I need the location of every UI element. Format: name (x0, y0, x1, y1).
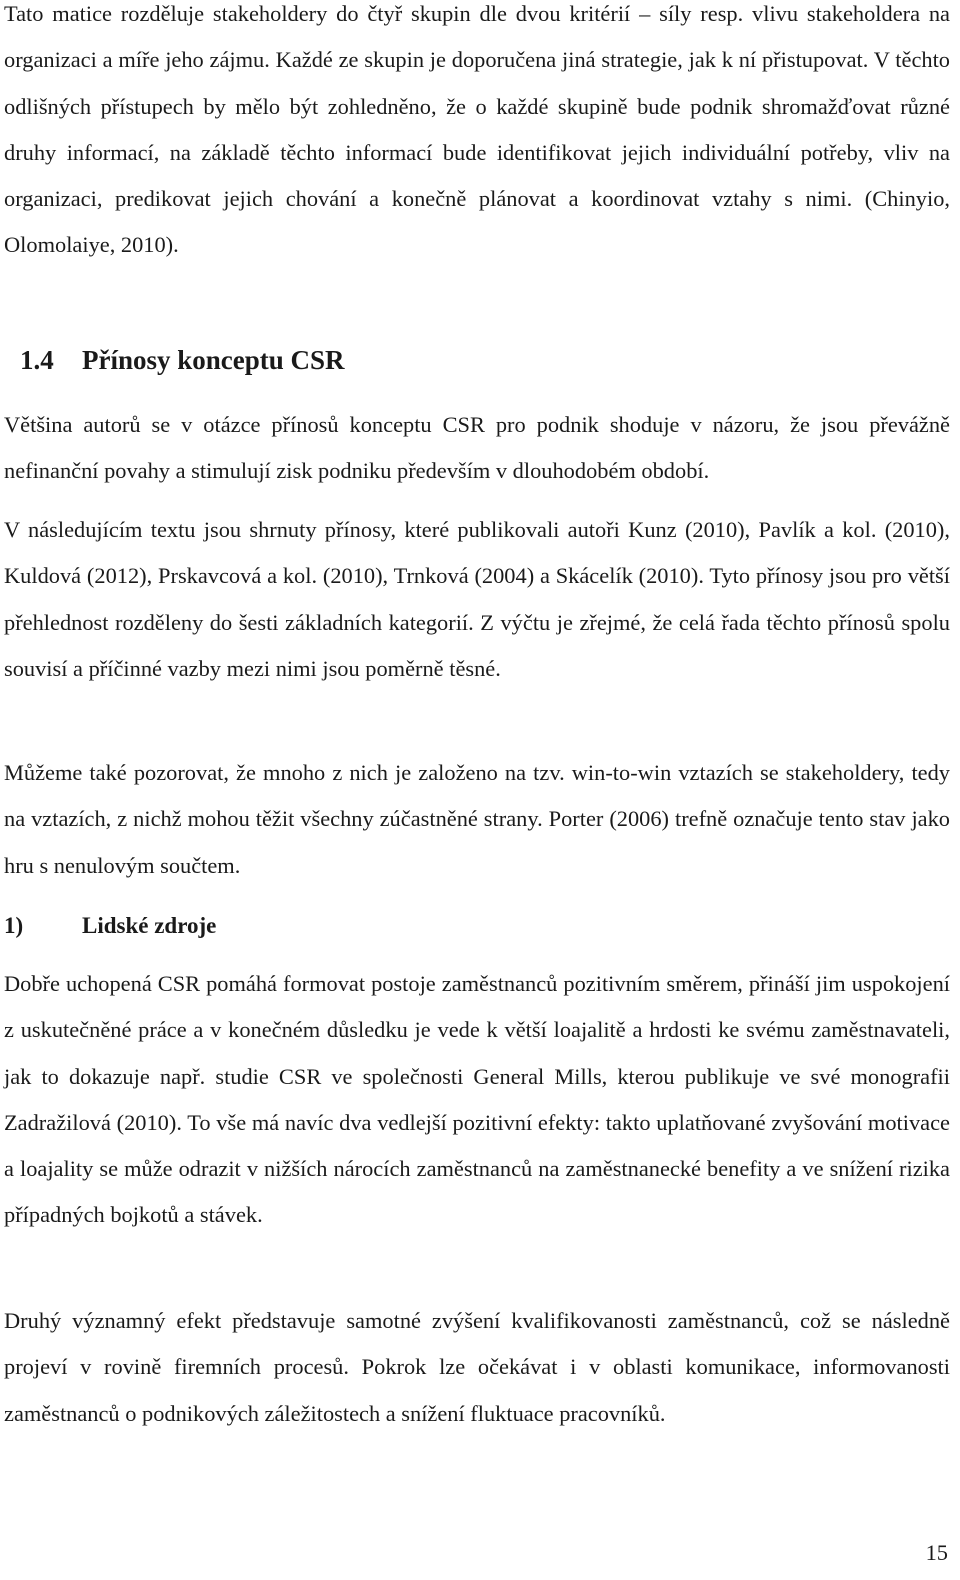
section-title: Přínosy konceptu CSR (82, 345, 345, 375)
paragraph-human-resources: Dobře uchopená CSR pomáhá formovat postoje zaměstnanců pozitivním směrem, přináší jim uspokojení z uskutečněné práce a v konečném důsledku je vede k větší loajalitě a hrdosti ke svému zaměstnavateli, jak to dokazuje např. studie CSR ve společnosti General Mills, kterou publikuje ve své monografii Zadražilová (2010). To vše má navíc dva vedlejší pozitivní efekty: takto uplatňované zvyšování motivace a loajality se může odrazit v nižších nárocích zaměstnanců na zaměstnanecké benefity a ve snížení rizika případných bojkotů a stávek. (4, 971, 950, 1228)
subsection-number: 1) (4, 913, 24, 938)
paragraph-csr-benefits-intro: Většina autorů se v otázce přínosů konceptu CSR pro podnik shoduje v názoru, že jsou převážně nefinanční povahy a stimulují zisk podniku především v dlouhodobém období. (4, 412, 950, 484)
subsection-heading (4, 906, 216, 946)
section-heading (20, 340, 345, 380)
page-number: 15 (925, 1540, 948, 1565)
paragraph-qualification: Druhý významný efekt představuje samotné zvýšení kvalifikovanosti zaměstnanců, což se následně projeví v rovině firemních procesů. Pokrok lze očekávat i v oblasti komunikace, informovanosti zaměstnanců o podnikových záležitostech a snížení fluktuace pracovníků. (4, 1308, 950, 1426)
section-number: 1.4 (20, 345, 54, 375)
subsection-title: Lidské zdroje (82, 913, 217, 938)
paragraph-win-win: Můžeme také pozorovat, že mnoho z nich je založeno na tzv. win-to-win vztazích se stakeholdery, tedy na vztazích, z nichž mohou těžit všechny zúčastněné strany. Porter (2006) trefně označuje tento stav jako hru s nenulovým součtem. (4, 760, 950, 878)
paragraph-csr-benefits-authors: V následujícím textu jsou shrnuty přínosy, které publikovali autoři Kunz (2010), Pavlík a kol. (2010), Kuldová (2012), Prskavcová a kol. (2010), Trnková (2004) a Skácelík (2010). Tyto přínosy jsou pro větší přehlednost rozděleny do šesti základních kategorií. Z výčtu je zřejmé, že celá řada těchto přínosů spolu souvisí a příčinné vazby mezi nimi jsou poměrně těsné. (4, 517, 950, 681)
paragraph-stakeholder-matrix: Tato matice rozděluje stakeholdery do čtyř skupin dle dvou kritérií – síly resp. vlivu stakeholdera na organizaci a míře jeho zájmu. Každé ze skupin je doporučena jiná strategie, jak k ní přistupovat. V těchto odlišných přístupech by mělo být zohledněno, že o každé skupině bude podnik shromažďovat různé druhy informací, na základě těchto informací bude identifikovat jejich individuální potřeby, vliv na organizaci, predikovat jejich chování a konečně plánovat a koordinovat vztahy s nimi. (Chinyio, Olomolaiye, 2010). (4, 1, 950, 258)
